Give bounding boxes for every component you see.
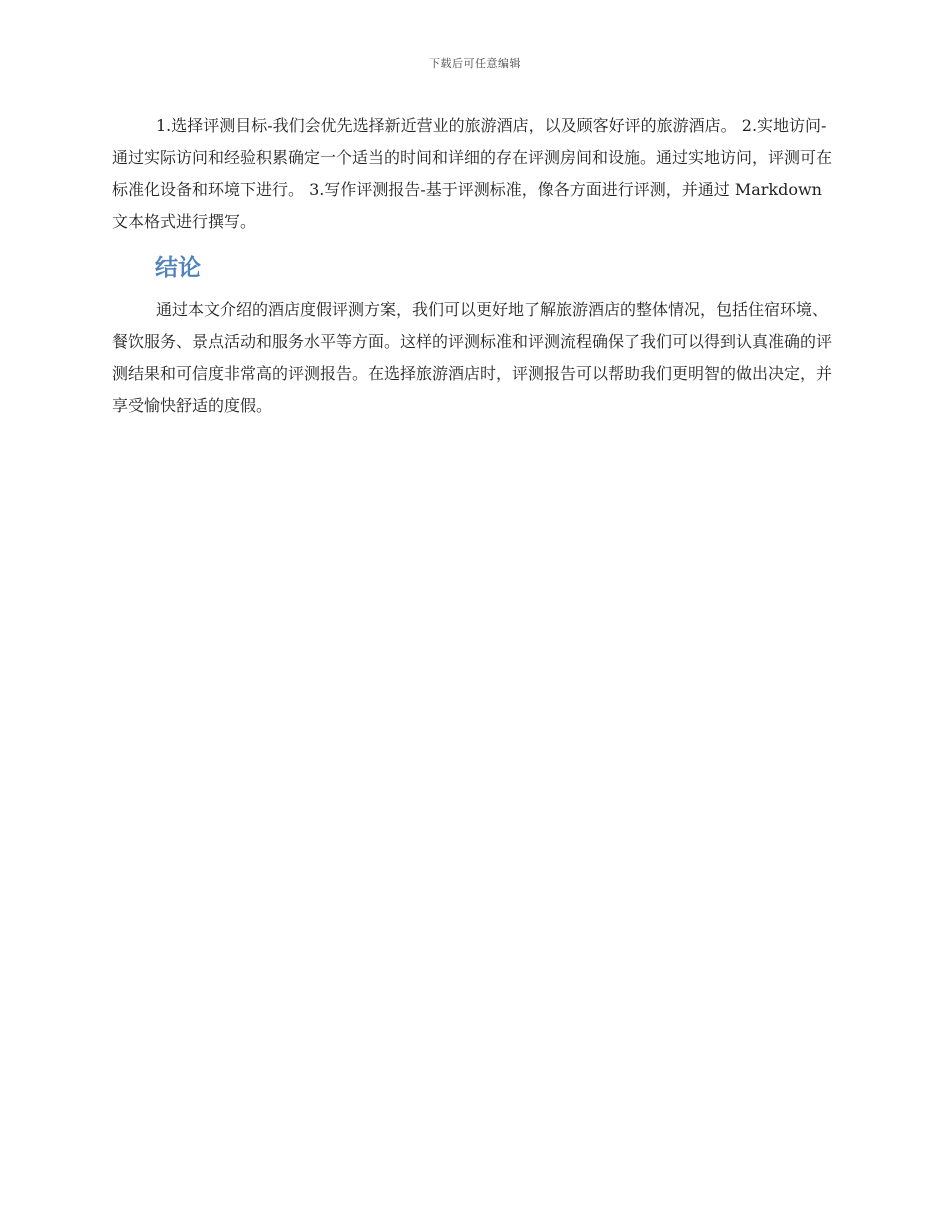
- page-header: 下载后可任意编辑: [429, 57, 521, 70]
- method-paragraph: 1.选择评测目标-我们会优先选择新近营业的旅游酒店，以及顾客好评的旅游酒店。 2.实地访问-通过实际访问和经验积累确定一个适当的时间和详细的存在评测房间和设施。通过实地访问，评测可在标准化设备和环境下进行。 3.写作评测报告-基于评测标准，像各方面进行评测，并通过 Markdown 文本格式进行撰写。: [112, 116, 833, 231]
- document-body: [112, 110, 840, 422]
- conclusion-paragraph: 通过本文介绍的酒店度假评测方案，我们可以更好地了解旅游酒店的整体情况，包括住宿环境、餐饮服务、景点活动和服务水平等方面。这样的评测标准和评测流程确保了我们可以得到认真准确的评测结果和可信度非常高的评测报告。在选择旅游酒店时，评测报告可以帮助我们更明智的做出决定，并享受愉快舒适的度假。: [112, 300, 833, 415]
- conclusion-heading: 结论: [155, 255, 201, 281]
